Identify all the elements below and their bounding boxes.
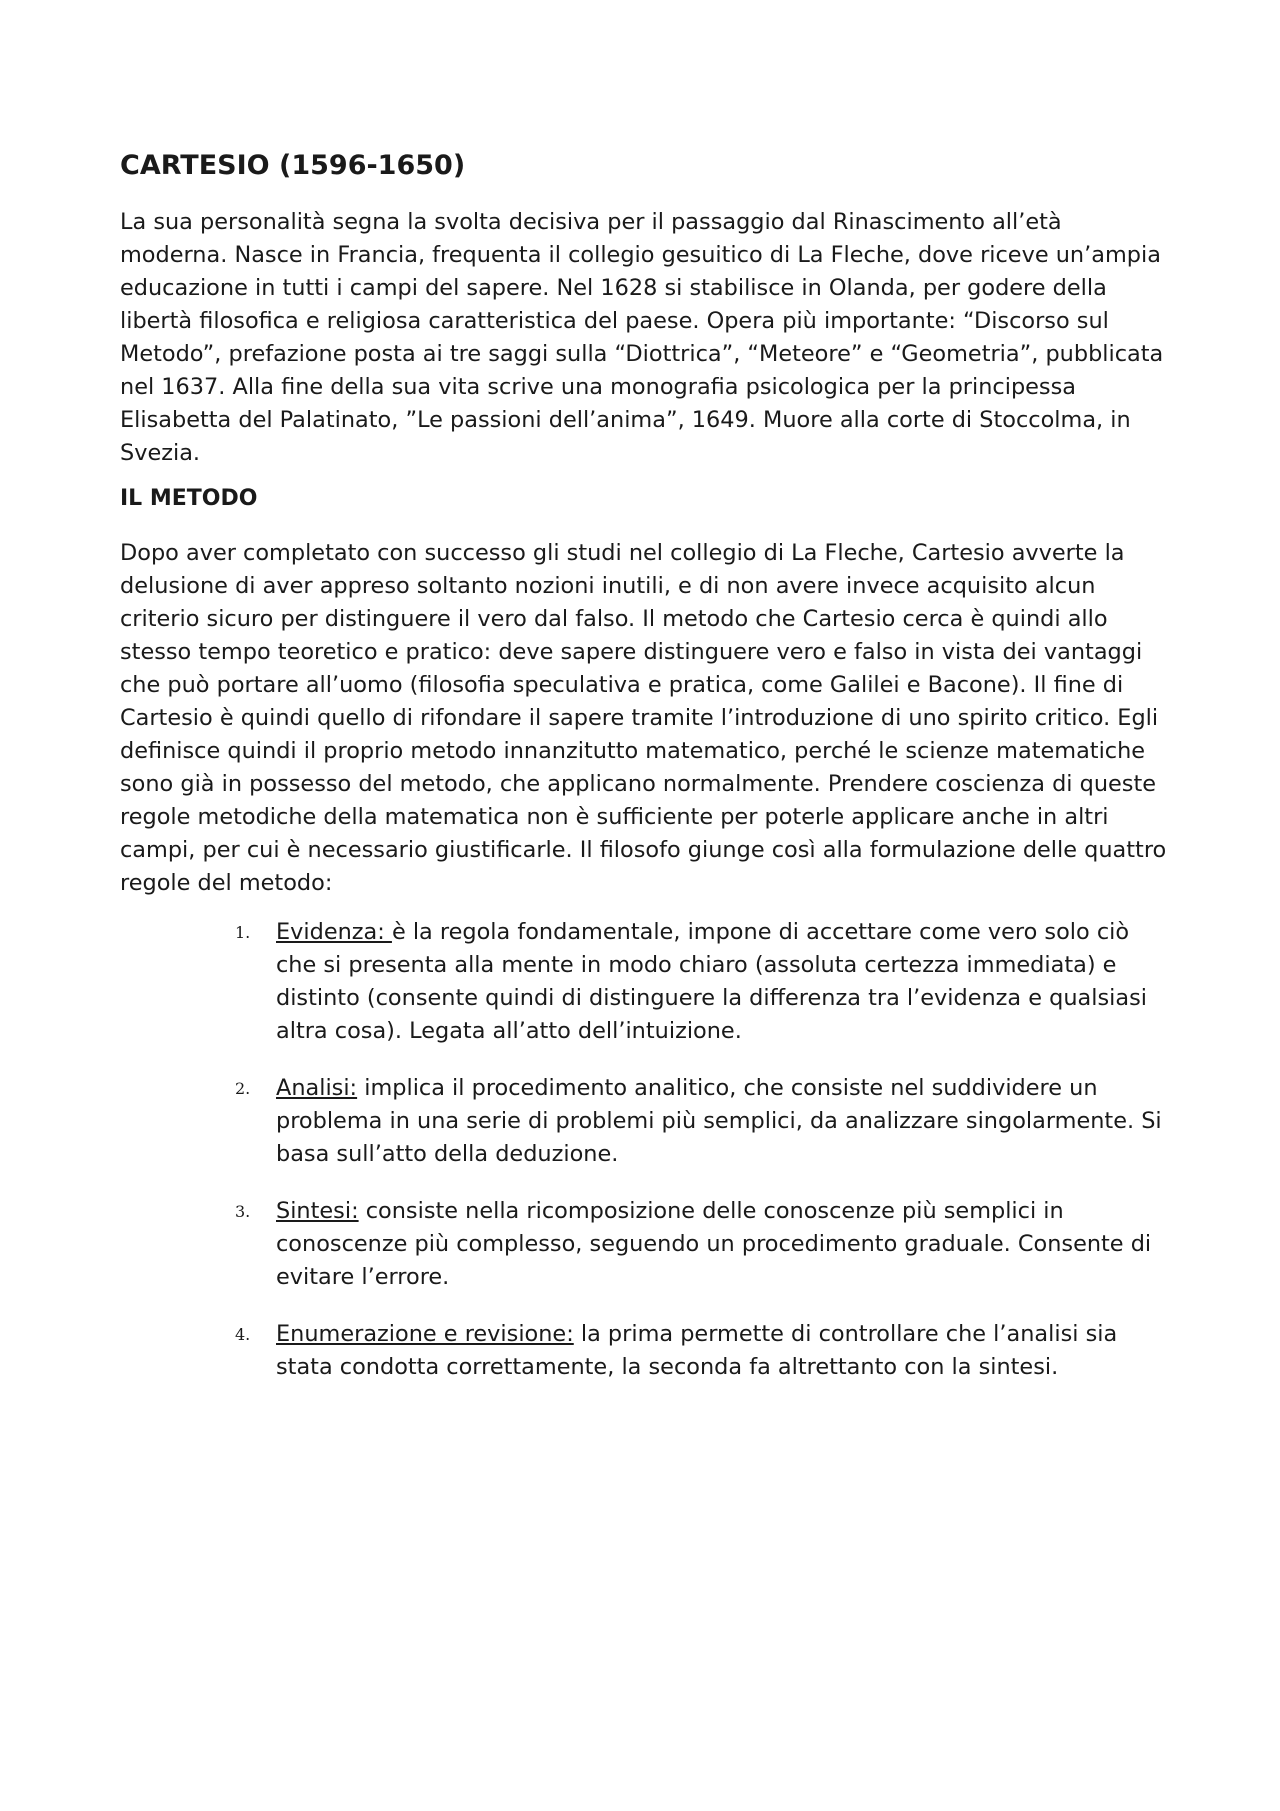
list-number: 2. bbox=[235, 1078, 251, 1098]
rule-text: è la regola fondamentale, impone di accettare come vero solo ciò che si presenta alla mente in modo chiaro (assoluta certezza immediata) e distinto (consente quindi di distinguere la differenza tra l’evidenza e qualsiasi altra cosa). Legata all’atto dell’intuizione. bbox=[276, 918, 1147, 1044]
rules-list bbox=[120, 916, 1170, 1384]
document-page bbox=[120, 150, 1170, 1408]
rule-term: Enumerazione e revisione: bbox=[276, 1320, 574, 1347]
method-paragraph: Dopo aver completato con successo gli studi nel collegio di La Fleche, Cartesio avverte la delusione di aver appreso soltanto nozioni inutili, e di non avere invece acquisito alcun criterio sicuro per distinguere il vero dal falso. Il metodo che Cartesio cerca è quindi allo stesso tempo teoretico e pratico: deve sapere distinguere vero e falso in vista dei vantaggi che può portare all’uomo (filosofia speculativa e pratica, come Galilei e Bacone). Il fine di Cartesio è quindi quello di rifondare il sapere tramite l’introduzione di uno spirito critico. Egli definisce quindi il proprio metodo innanzitutto matematico, perché le scienze matematiche sono già in possesso del metodo, che applicano normalmente. Prendere coscienza di queste regole metodiche della matematica non è sufficiente per poterle applicare anche in altri campi, per cui è necessario giustificarle. Il filosofo giunge così alla formulazione delle quattro regole del metodo: bbox=[120, 539, 1167, 896]
list-item bbox=[120, 1318, 1170, 1384]
intro-paragraph: La sua personalità segna la svolta decisiva per il passaggio dal Rinascimento all’età moderna. Nasce in Francia, frequenta il collegio gesuitico di La Fleche, dove riceve un’ampia educazione in tutti i campi del sapere. Nel 1628 si stabilisce in Olanda, per godere della libertà filosofica e religiosa caratteristica del paese. Opera più importante: “Discorso sul Metodo”, prefazione posta ai tre saggi sulla “Diottrica”, “Meteore” e “Geometria”, pubblicata nel 1637. Alla fine della sua vita scrive una monografia psicologica per la principessa Elisabetta del Palatinato, ”Le passioni dell’anima”, 1649. Muore alla corte di Stoccolma, in Svezia. bbox=[120, 209, 1164, 467]
list-number: 3. bbox=[235, 1201, 251, 1221]
section-heading: IL METODO bbox=[120, 486, 258, 512]
list-number: 1. bbox=[235, 922, 251, 942]
list-item bbox=[120, 1195, 1170, 1294]
page-title: CARTESIO (1596-1650) bbox=[120, 150, 466, 181]
rule-text: la prima permette di controllare che l’analisi sia stata condotta correttamente, la seconda fa altrettanto con la sintesi. bbox=[276, 1320, 1118, 1380]
list-number: 4. bbox=[235, 1324, 251, 1344]
rule-text: implica il procedimento analitico, che consiste nel suddividere un problema in una serie di problemi più semplici, da analizzare singolarmente. Si basa sull’atto della deduzione. bbox=[276, 1074, 1162, 1167]
rule-term: Sintesi: bbox=[276, 1197, 359, 1224]
rule-text: consiste nella ricomposizione delle conoscenze più semplici in conoscenze più complesso, seguendo un procedimento graduale. Consente di evitare l’errore. bbox=[276, 1197, 1152, 1290]
list-item bbox=[120, 916, 1170, 1048]
rule-term: Analisi: bbox=[276, 1074, 358, 1101]
list-item bbox=[120, 1072, 1170, 1171]
rule-term: Evidenza: bbox=[276, 918, 392, 945]
